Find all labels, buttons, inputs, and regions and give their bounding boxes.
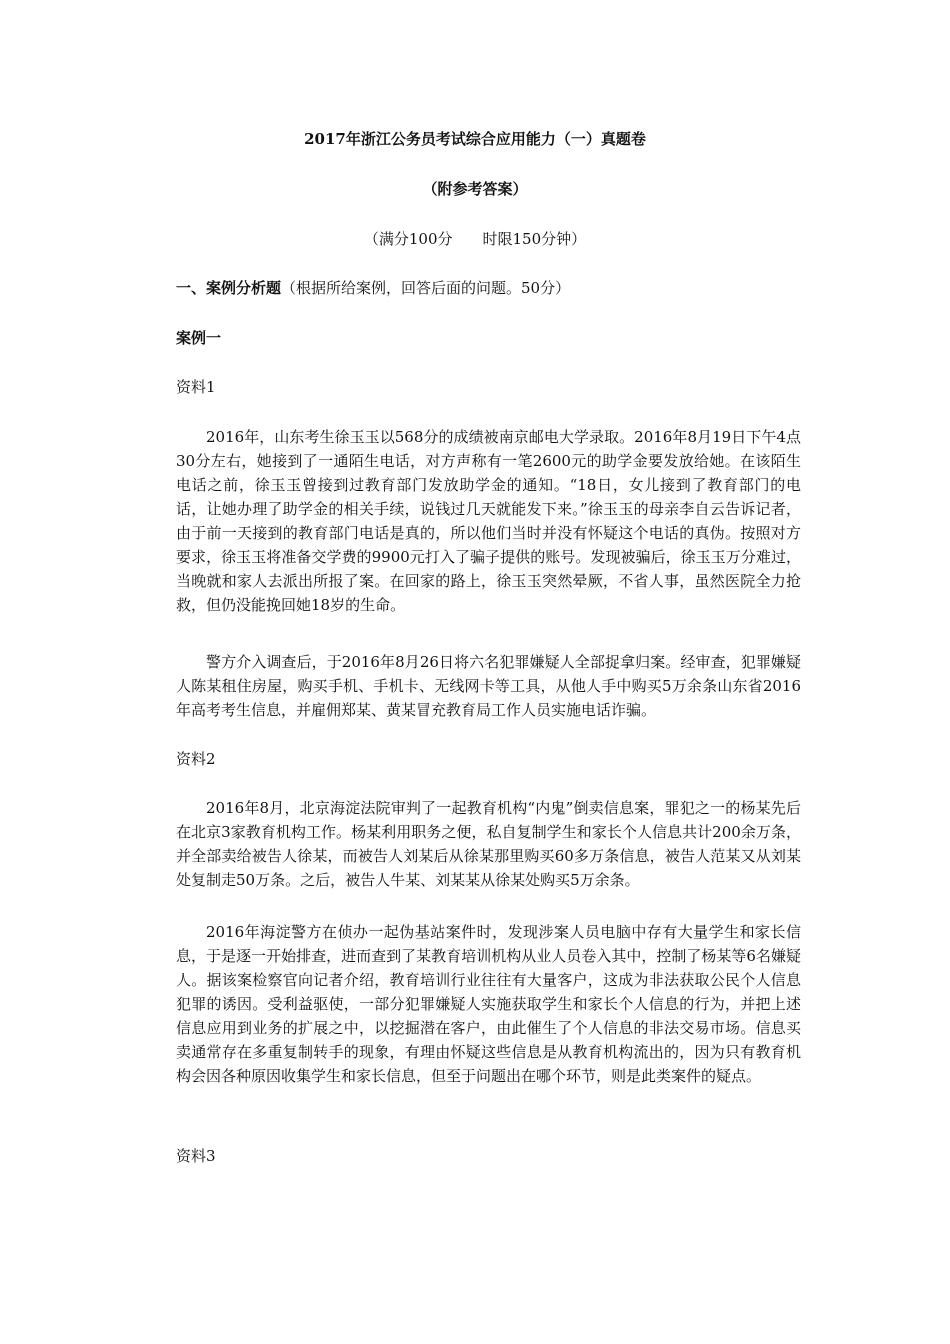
paragraph: 警方介入调查后，于2016年8月26日将六名犯罪嫌疑人全部捉拿归案。经审查，犯罪嫌疑人陈某租住房屋，购买手机、手机卡、无线网卡等工具，从他人手中购买5万余条山东省2016年高考考生信息，并雇佣郑某、黄某冒充教育局工作人员实施电话诈骗。	[176, 653, 801, 719]
document-title: 2017年浙江公务员考试综合应用能力（一）真题卷	[304, 130, 646, 148]
material-label: 资料3	[176, 1147, 216, 1165]
exam-meta: （满分100分 时限150分钟）	[363, 230, 587, 248]
case-title: 案例一	[176, 329, 222, 347]
section-heading	[176, 277, 570, 298]
material-label: 资料2	[176, 750, 216, 768]
paragraph: 2016年，山东考生徐玉玉以568分的成绩被南京邮电大学录取。2016年8月19日下午4点30分左右，她接到了一通陌生电话，对方声称有一笔2600元的助学金要发放给她。在该陌生电话之前，徐玉玉曾接到过教育部门发放助学金的通知。“18日，女儿接到了教育部门的电话，让她办理了助学金的相关手续，说钱过几天就能发下来。”徐玉玉的母亲李自云告诉记者，由于前一天接到的教育部门电话是真的，所以他们当时并没有怀疑这个电话的真伪。按照对方要求，徐玉玉将准备交学费的9900元打入了骗子提供的账号。发现被骗后，徐玉玉万分难过，当晚就和家人去派出所报了案。在回家的路上，徐玉玉突然晕厥，不省人事，虽然医院全力抢救，但仍没能挽回她18岁的生命。	[176, 428, 801, 614]
material-label: 资料1	[176, 378, 216, 396]
document-subtitle: （附参考答案）	[422, 180, 528, 198]
section-heading-rest: （根据所给案例，回答后面的问题。50分）	[281, 279, 571, 297]
section-heading-bold: 一、案例分析题	[176, 279, 282, 297]
paragraph: 2016年8月，北京海淀法院审判了一起教育机构“内鬼”倒卖信息案，罪犯之一的杨某先后在北京3家教育机构工作。杨某利用职务之便，私自复制学生和家长个人信息共计200余万条，并全部卖给被告人徐某，而被告人刘某后从徐某那里购买60多万条信息，被告人范某又从刘某处复制走50万条。之后，被告人牛某、刘某某从徐某处购买5万余条。	[176, 799, 801, 889]
paragraph: 2016年海淀警方在侦办一起伪基站案件时，发现涉案人员电脑中存有大量学生和家长信息，于是逐一开始排查，进而查到了某教育培训机构从业人员卷入其中，控制了杨某等6名嫌疑人。据该案检察官向记者介绍，教育培训行业往往有大量客户，这成为非法获取公民个人信息犯罪的诱因。受利益驱使，一部分犯罪嫌疑人实施获取学生和家长个人信息的行为，并把上述信息应用到业务的扩展之中，以挖掘潜在客户，由此催生了个人信息的非法交易市场。信息买卖通常存在多重复制转手的现象，有理由怀疑这些信息是从教育机构流出的，因为只有教育机构会因各种原因收集学生和家长信息，但至于问题出在哪个环节，则是此类案件的疑点。	[176, 923, 801, 1085]
